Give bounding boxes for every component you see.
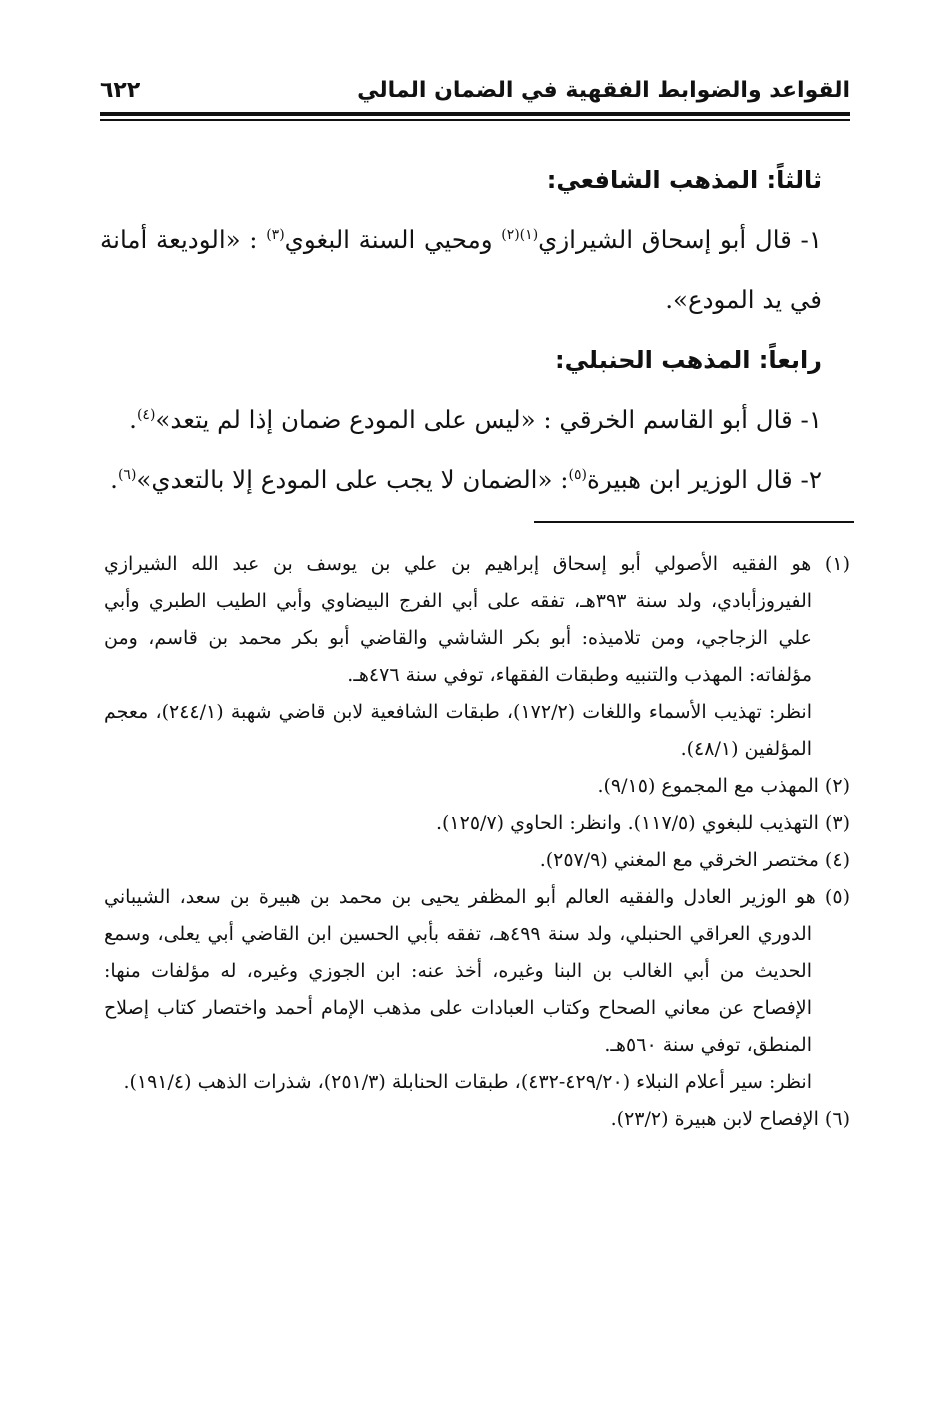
header-rule-thin: [100, 119, 850, 121]
statement-text: ٢- قال الوزير ابن هبيرة: [586, 465, 822, 494]
footnote-ref: (١)(٢): [501, 226, 539, 243]
footnote-ref: (٥): [568, 466, 587, 483]
statement-text: : «الوديعة أمانة في يد المودع».: [100, 225, 822, 314]
book-title: القواعد والضوابط الفقهية في الضمان المالي: [357, 78, 850, 103]
footnote-5-references: انظر: سير أعلام النبلاء (٤٢٩/٢٠-٤٣٢)، طبقات الحنابلة (٢٥١/٣)، شذرات الذهب (١٩١/٤).: [123, 1071, 812, 1093]
statement-text: : «الضمان لا يجب على المودع إلا بالتعدي»: [136, 465, 569, 494]
footnote-1-references: انظر: تهذيب الأسماء واللغات (١٧٢/٢)، طبقات الشافعية لابن قاضي شهبة (٢٤٤/١)، معجم المؤلفين (٤٨/١).: [104, 701, 812, 760]
footnote-ref: (٣): [266, 226, 285, 243]
footnotes: [104, 546, 850, 1138]
header-rule-thick: [100, 112, 850, 116]
heading-hanbali: رابعاً: المذهب الحنبلي:: [555, 346, 822, 374]
footnote-5: (٥) هو الوزير العادل والفقيه العالم أبو المظفر يحيى بن محمد بن هبيرة بن سعد، الشيباني الدوري العراقي الحنبلي، ولد سنة ٤٩٩هـ، تفقه بأبي الحسين ابن القاضي أبي يعلى، وسمع الحديث من أبي الغالب بن البنا وغيره، أخذ عنه: ابن الجوزي وغيره، له مؤلفات منها: الإفصاح عن معاني الصحاح وكتاب العبادات على مذهب الإمام أحمد واختصار كتاب إصلاح المنطق، توفي سنة ٥٦٠هـ.: [104, 886, 850, 1056]
heading-shafii: ثالثاً: المذهب الشافعي:: [546, 166, 822, 194]
page-number: ٦٢٢: [100, 78, 141, 103]
footnote-1: (١) هو الفقيه الأصولي أبو إسحاق إبراهيم بن علي بن يوسف بن عبد الله الشيرازي الفيروزأبادي، ولد سنة ٣٩٣هـ، تفقه على أبي الفرج البيضاوي وأبي الطيب الطبري وأبي علي الزجاجي، ومن تلاميذه: أبو بكر الشاشي والقاضي أبو بكر محمد بن قاسم، ومن مؤلفاته: المهذب والتنبيه وطبقات الفقهاء، توفي سنة ٤٧٦هـ.: [104, 553, 850, 686]
footnote-6: (٦) الإفصاح لابن هبيرة (٢٣/٢).: [610, 1108, 850, 1130]
footnote-separator: [534, 521, 854, 523]
main-text: [100, 150, 822, 510]
shafii-statement-1: [100, 210, 822, 330]
statement-text: ومحيي السنة البغوي: [284, 225, 502, 254]
footnote-2: (٢) المهذب مع المجموع (٩/١٥).: [597, 775, 850, 797]
statement-text: ١- قال أبو القاسم الخرقي : «ليس على المودع ضمان إذا لم يتعد»: [155, 405, 822, 434]
statement-text: .: [129, 405, 137, 434]
statement-text: ١- قال أبو إسحاق الشيرازي: [538, 225, 822, 254]
footnote-ref: (٤): [136, 406, 156, 423]
hanbali-statement-2: [100, 450, 822, 510]
footnote-ref: (٦): [117, 466, 137, 483]
running-header: [100, 74, 850, 114]
hanbali-statement-1: [100, 390, 822, 450]
footnote-4: (٤) مختصر الخرقي مع المغني (٢٥٧/٩).: [539, 849, 850, 871]
statement-text: .: [110, 465, 118, 494]
footnote-3: (٣) التهذيب للبغوي (١١٧/٥). وانظر: الحاوي (١٢٥/٧).: [435, 812, 850, 834]
